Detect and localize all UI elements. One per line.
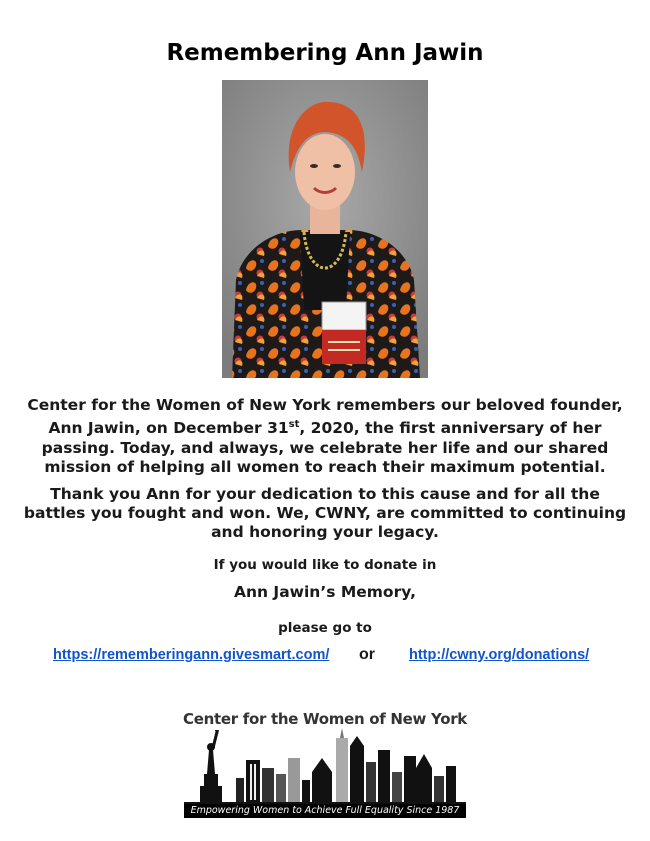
or-separator: or xyxy=(359,646,375,663)
tribute-text-end: , 2020, the first anniversary of her passing. Today, and always, we celebrate her life and our shared mission of helping all women to reach their maximum potential. xyxy=(41,419,609,476)
cwny-donation-link[interactable]: http://cwny.org/donations/ xyxy=(409,647,590,663)
ordinal-suffix: st xyxy=(288,419,300,431)
cwny-logo xyxy=(180,710,470,820)
thank-you-paragraph: Thank you Ann for your dedication to this cause and for all the battles you fought and won. We, CWNY, are committed to continuing and honoring your legacy. xyxy=(23,485,627,542)
statue-of-liberty-icon xyxy=(200,730,222,804)
tribute-paragraph xyxy=(20,396,630,477)
portrait-image xyxy=(222,80,428,378)
logo-tagline: Empowering Women to Achieve Full Equality Since 1987 xyxy=(184,804,466,818)
donate-intro: If you would like to donate in xyxy=(213,557,437,573)
donate-memory: Ann Jawin’s Memory, xyxy=(233,583,417,601)
tribute-text-start: Center for the Women of New York remembers our beloved founder, Ann Jawin, on December 31 xyxy=(27,396,623,438)
logo-title: Center for the Women of New York xyxy=(183,710,467,728)
nyc-skyline-graphic xyxy=(180,728,470,808)
page-title: Remembering Ann Jawin xyxy=(166,40,484,66)
portrait-photo xyxy=(222,80,428,378)
givesmart-donation-link[interactable]: https://rememberingann.givesmart.com/ xyxy=(53,647,330,663)
donate-instruction: please go to xyxy=(278,620,372,636)
donation-links xyxy=(0,647,650,667)
